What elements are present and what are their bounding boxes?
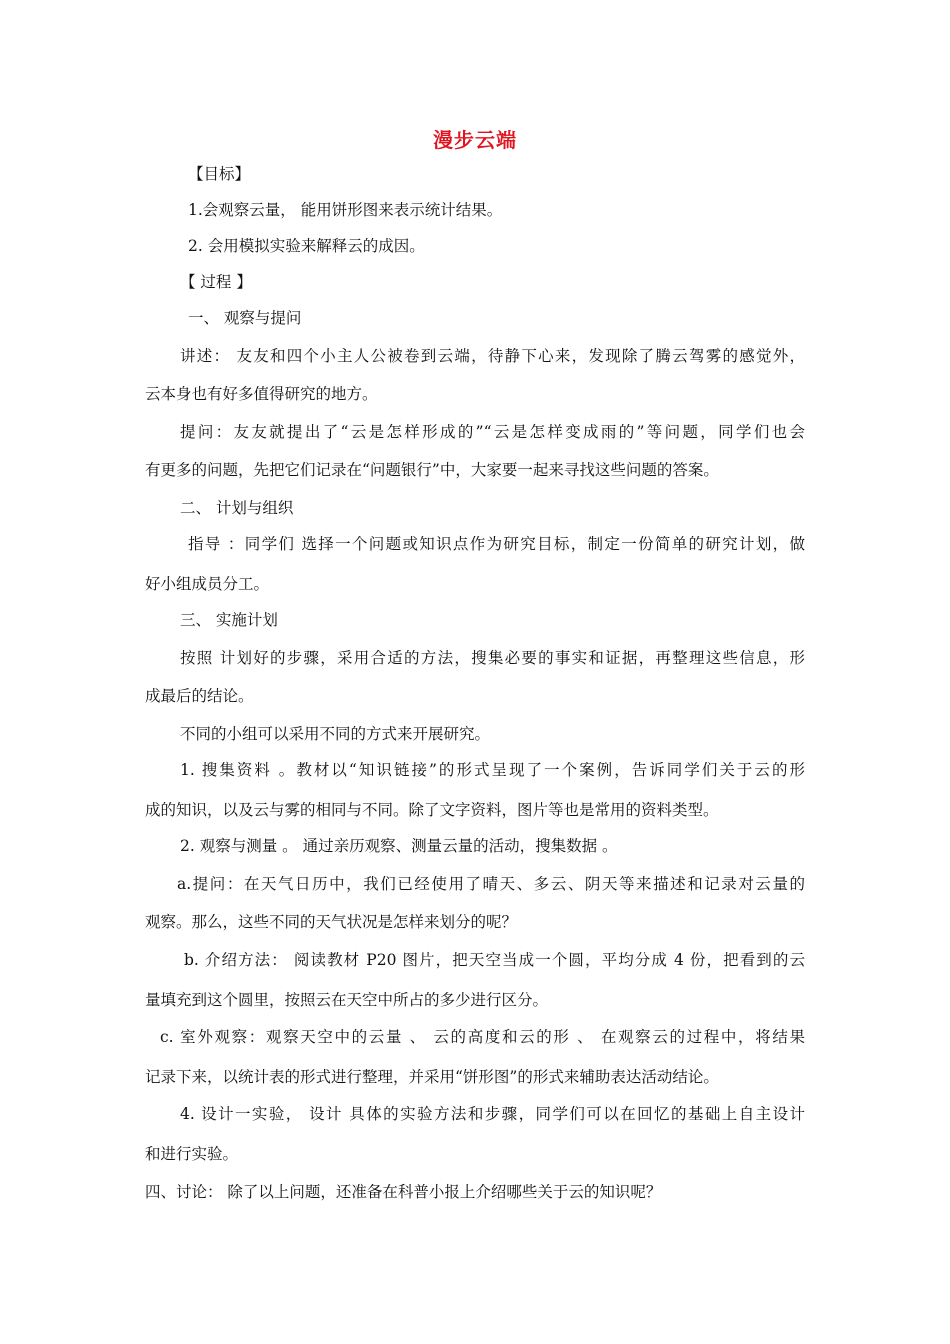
paragraph-line: a.提问：在天气日历中，我们已经使用了晴天、多云、阴天等来描述和记录对云量的 xyxy=(177,875,805,893)
document-title: 漫步云端 xyxy=(433,128,517,152)
paragraph-line: 好小组成员分工。 xyxy=(145,575,270,593)
step-heading-4: 四、讨论： 除了以上问题，还准备在科普小报上介绍哪些关于云的知识呢？ xyxy=(145,1183,662,1201)
goal-item-1: 1.会观察云量， 能用饼形图来表示统计结果。 xyxy=(188,201,503,219)
paragraph-line: 有更多的问题，先把它们记录在“问题银行”中，大家要一起来寻找这些问题的答案。 xyxy=(145,461,719,479)
goal-item-2: 2. 会用模拟实验来解释云的成因。 xyxy=(188,237,425,255)
paragraph-line: 量填充到这个圆里，按照云在天空中所占的多少进行区分。 xyxy=(145,991,549,1009)
paragraph-line: 2. 观察与测量 。 通过亲历观察、测量云量的活动，搜集数据 。 xyxy=(180,837,618,855)
paragraph-line: 指导 ：同学们 选择一个问题或知识点作为研究目标，制定一份简单的研究计划，做 xyxy=(188,535,805,553)
paragraph-line: 1. 搜集资料 。教材以“知识链接”的形式呈现了一个案例，告诉同学们关于云的形 xyxy=(180,761,805,779)
paragraph-line: 按照 计划好的步骤，采用合适的方法，搜集必要的事实和证据，再整理这些信息，形 xyxy=(180,649,805,667)
paragraph-line: 和进行实验。 xyxy=(145,1145,239,1163)
paragraph-line: 观察。那么，这些不同的天气状况是怎样来划分的呢？ xyxy=(145,913,518,931)
step-heading-3: 三、 实施计划 xyxy=(180,611,278,629)
paragraph-line: 讲述： 友友和四个小主人公被卷到云端，待静下心来，发现除了腾云驾雾的感觉外， xyxy=(180,347,805,365)
paragraph-line: 成的知识，以及云与雾的相同与不同。除了文字资料，图片等也是常用的资料类型。 xyxy=(145,801,719,819)
paragraph-line: 4. 设计一实验， 设计 具体的实验方法和步骤，同学们可以在回忆的基础上自主设计 xyxy=(180,1105,805,1123)
section-heading-process: 【 过程 】 xyxy=(180,273,252,291)
paragraph-line: 成最后的结论。 xyxy=(145,687,254,705)
paragraph-line: 云本身也有好多值得研究的地方。 xyxy=(145,385,378,403)
paragraph-line: 记录下来，以统计表的形式进行整理，并采用“饼形图”的形式来辅助表达活动结论。 xyxy=(145,1068,719,1086)
paragraph-line: 不同的小组可以采用不同的方式来开展研究。 xyxy=(180,725,491,743)
paragraph-line: b. 介绍方法： 阅读教材 P20 图片，把天空当成一个圆，平均分成 4 份，把看到的云 xyxy=(184,951,805,969)
section-heading-goals: 【目标】 xyxy=(188,165,251,183)
step-heading-2: 二、 计划与组织 xyxy=(180,499,294,517)
paragraph-line: c. 室外观察：观察天空中的云量 、 云的高度和云的形 、 在观察云的过程中，将结果 xyxy=(160,1028,805,1046)
step-heading-1: 一、 观察与提问 xyxy=(188,309,302,327)
paragraph-line: 提问：友友就提出了“云是怎样形成的”“云是怎样变成雨的”等问题，同学们也会 xyxy=(180,423,805,441)
